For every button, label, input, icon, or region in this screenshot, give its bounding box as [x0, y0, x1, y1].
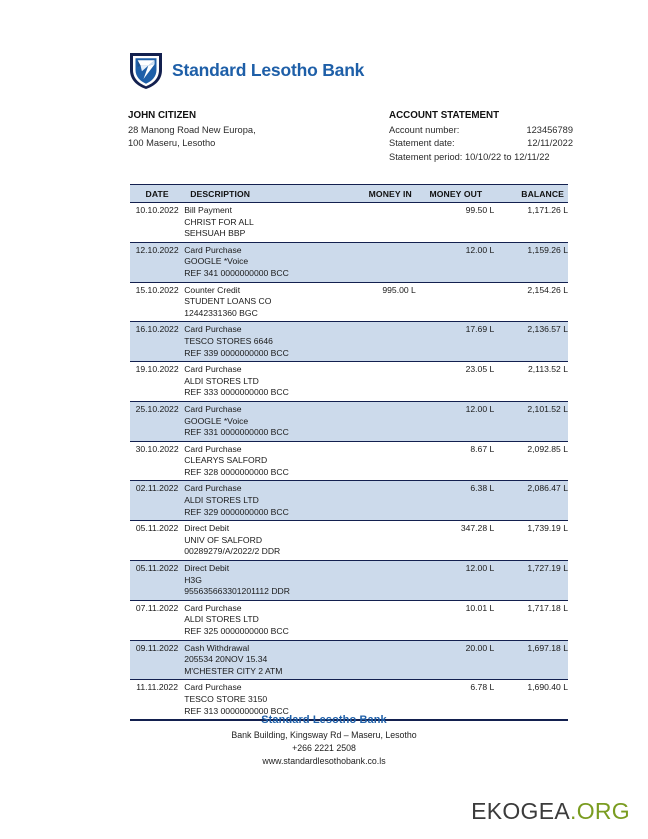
- account-number-value: 123456789: [526, 124, 573, 135]
- cell-money-in: [349, 242, 416, 282]
- cell-balance: 2,101.52 L: [527, 403, 568, 414]
- description-line-3: 12442331360 BGC: [184, 307, 258, 318]
- cell-money-in: [349, 561, 416, 601]
- table-body: [130, 203, 568, 721]
- description-line-1: Card Purchase: [184, 244, 242, 255]
- cell-money-in: [349, 401, 416, 441]
- cell-balance: 1,171.26 L: [527, 205, 568, 215]
- statement-date-row: [389, 137, 589, 151]
- cell-date: 02.11.2022: [135, 483, 179, 494]
- cell-money-out: 17.69 L: [465, 324, 495, 335]
- cell-balance: 1,739.19 L: [527, 523, 568, 534]
- cell-money-in: [349, 322, 416, 362]
- table-row: [130, 640, 568, 680]
- description-line-3: REF 328 0000000000 BCC: [184, 466, 289, 477]
- column-header-description: DESCRIPTION: [184, 185, 349, 203]
- cell-date: 15.10.2022: [135, 284, 179, 295]
- cell-description: [184, 242, 349, 282]
- cell-balance: 2,086.47 L: [527, 483, 568, 494]
- description-line-1: Card Purchase: [184, 483, 242, 494]
- cell-money-out: 12.00 L: [465, 563, 495, 574]
- cell-date: 09.11.2022: [135, 642, 179, 653]
- footer-bank-name: Standard Lesotho Bank: [261, 714, 387, 726]
- cell-date: 05.11.2022: [135, 523, 179, 534]
- cell-money-out: 23.05 L: [465, 364, 495, 375]
- description-line-3: 00289279/A/2022/2 DDR: [184, 546, 281, 557]
- cell-money-out: 6.38 L: [470, 483, 495, 494]
- cell-balance: 1,727.19 L: [527, 563, 568, 574]
- description-line-1: Direct Debit: [184, 563, 230, 574]
- cell-balance: 2,136.57 L: [527, 324, 568, 335]
- description-line-3: M'CHESTER CITY 2 ATM: [184, 665, 283, 676]
- table-row: [130, 322, 568, 362]
- table-row: [130, 362, 568, 402]
- cell-description: [184, 322, 349, 362]
- cell-date: 12.10.2022: [135, 244, 179, 255]
- page-footer: [0, 714, 648, 768]
- cell-date: 07.11.2022: [135, 602, 179, 613]
- description-line-3: REF 329 0000000000 BCC: [184, 506, 289, 517]
- description-line-1: Counter Credit: [184, 284, 241, 295]
- cell-balance: 2,154.26 L: [527, 284, 568, 295]
- cell-description: [184, 481, 349, 521]
- statement-date-value: 12/11/2022: [527, 138, 573, 148]
- cell-balance: 1,690.40 L: [527, 682, 568, 693]
- cell-date: 16.10.2022: [135, 324, 179, 335]
- description-line-1: Cash Withdrawal: [184, 642, 250, 653]
- description-line-3: REF 341 0000000000 BCC: [184, 267, 289, 278]
- description-line-3: REF 339 0000000000 BCC: [184, 347, 289, 358]
- description-line-2: ALDI STORES LTD: [184, 495, 259, 506]
- description-line-3: REF 325 0000000000 BCC: [184, 626, 289, 636]
- cell-balance: 2,113.52 L: [528, 364, 568, 375]
- description-line-3: REF 333 0000000000 BCC: [184, 387, 289, 398]
- column-header-money-in: MONEY IN: [349, 185, 416, 203]
- cell-balance: 2,092.85 L: [527, 443, 568, 454]
- cell-date: 25.10.2022: [135, 403, 179, 414]
- description-line-2: 205534 20NOV 15.34: [184, 654, 268, 665]
- watermark-tld: .ORG: [570, 798, 630, 824]
- cell-money-in: [349, 441, 416, 481]
- account-number-label: Account number:: [389, 124, 460, 135]
- table-row: [130, 242, 568, 282]
- description-line-2: ALDI STORES LTD: [184, 375, 259, 386]
- description-line-1: Card Purchase: [184, 324, 242, 335]
- cell-balance: 1,717.18 L: [527, 602, 568, 613]
- shield-logo-icon: [128, 50, 164, 90]
- cell-money-in: [349, 481, 416, 521]
- bank-logo: [128, 50, 364, 90]
- cell-description: [184, 561, 349, 601]
- cell-money-in: 995.00 L: [382, 284, 416, 295]
- statement-details: [389, 109, 589, 164]
- cell-money-out: 10.01 L: [465, 602, 495, 613]
- table-row: [130, 481, 568, 521]
- footer-address: Bank Building, Kingsway Rd – Maseru, Lesotho: [231, 730, 417, 740]
- cell-date: 11.11.2022: [136, 682, 178, 693]
- cell-money-in: [349, 521, 416, 561]
- description-line-3: REF 331 0000000000 BCC: [184, 427, 289, 438]
- cell-description: [184, 640, 349, 680]
- customer-name: JOHN CITIZEN: [128, 110, 197, 121]
- cell-description: [184, 600, 349, 640]
- cell-money-out: [416, 282, 494, 322]
- description-line-2: CLEARYS SALFORD: [184, 455, 268, 466]
- table-row: [130, 203, 568, 243]
- cell-description: [184, 362, 349, 402]
- description-line-1: Direct Debit: [184, 523, 230, 534]
- table-row: [130, 600, 568, 640]
- cell-date: 30.10.2022: [135, 443, 179, 454]
- column-header-money-out: MONEY OUT: [416, 185, 494, 203]
- cell-balance: 1,697.18 L: [527, 642, 568, 653]
- cell-money-out: 99.50 L: [465, 205, 495, 215]
- cell-money-out: 12.00 L: [465, 403, 495, 414]
- description-line-2: TESCO STORES 6646: [184, 335, 273, 346]
- customer-address-line-1: 28 Manong Road New Europa,: [128, 124, 256, 135]
- description-line-3: SEHSUAH BBP: [184, 228, 246, 239]
- footer-phone: +266 2221 2508: [292, 743, 356, 753]
- cell-money-out: 12.00 L: [465, 244, 495, 255]
- description-line-1: Card Purchase: [184, 364, 242, 375]
- table-row: [130, 561, 568, 601]
- cell-money-out: 347.28 L: [460, 523, 495, 534]
- customer-address-line-2: 100 Maseru, Lesotho: [128, 138, 216, 148]
- cell-description: [184, 441, 349, 481]
- description-line-2: CHRIST FOR ALL: [184, 216, 254, 227]
- cell-balance: 1,159.26 L: [527, 244, 568, 255]
- bank-logo-text: Standard Lesotho Bank: [172, 59, 365, 80]
- watermark-name: EKOGEA: [471, 798, 571, 824]
- cell-description: [184, 521, 349, 561]
- cell-money-in: [349, 203, 416, 243]
- description-line-2: H3G: [184, 574, 202, 585]
- cell-description: [184, 401, 349, 441]
- table-header: [130, 185, 568, 203]
- table-header-row: [130, 185, 568, 203]
- customer-details: [128, 109, 256, 151]
- statement-date-label: Statement date:: [389, 138, 455, 148]
- table-row: [130, 441, 568, 481]
- description-line-2: GOOGLE *Voice: [184, 415, 249, 426]
- cell-money-in: [349, 600, 416, 640]
- description-line-1: Card Purchase: [184, 403, 242, 414]
- cell-money-in: [349, 362, 416, 402]
- description-line-1: Card Purchase: [184, 602, 242, 613]
- cell-date: 10.10.2022: [135, 205, 179, 215]
- footer-website[interactable]: www.standardlesothobank.co.ls: [262, 756, 386, 766]
- description-line-3: REF 313 0000000000 BCC: [184, 705, 289, 716]
- cell-money-out: 8.67 L: [470, 443, 495, 454]
- cell-description: [184, 203, 349, 243]
- site-watermark: [471, 798, 630, 825]
- description-line-3: 955635663301201112 DDR: [184, 586, 290, 597]
- statement-title: ACCOUNT STATEMENT: [389, 110, 500, 121]
- cell-money-out: 6.78 L: [470, 682, 495, 693]
- column-header-balance: BALANCE: [494, 185, 568, 203]
- description-line-2: GOOGLE *Voice: [184, 256, 249, 267]
- description-line-1: Bill Payment: [184, 205, 232, 215]
- cell-money-out: 20.00 L: [465, 642, 495, 653]
- table-row: [130, 282, 568, 322]
- description-line-1: Card Purchase: [184, 443, 242, 454]
- cell-date: 05.11.2022: [135, 563, 179, 574]
- description-line-2: UNIV OF SALFORD: [184, 534, 263, 545]
- cell-money-in: [349, 640, 416, 680]
- description-line-2: ALDI STORES LTD: [184, 614, 259, 625]
- cell-description: [184, 282, 349, 322]
- table-row: [130, 521, 568, 561]
- cell-date: 19.10.2022: [135, 364, 179, 375]
- description-line-2: STUDENT LOANS CO: [184, 296, 272, 307]
- description-line-1: Card Purchase: [184, 682, 242, 693]
- transactions-table: [130, 184, 568, 721]
- statement-period: Statement period: 10/10/22 to 12/11/22: [389, 151, 550, 162]
- table-row: [130, 401, 568, 441]
- account-number-row: [389, 124, 589, 138]
- column-header-date: DATE: [130, 185, 184, 203]
- description-line-2: TESCO STORE 3150: [184, 693, 268, 704]
